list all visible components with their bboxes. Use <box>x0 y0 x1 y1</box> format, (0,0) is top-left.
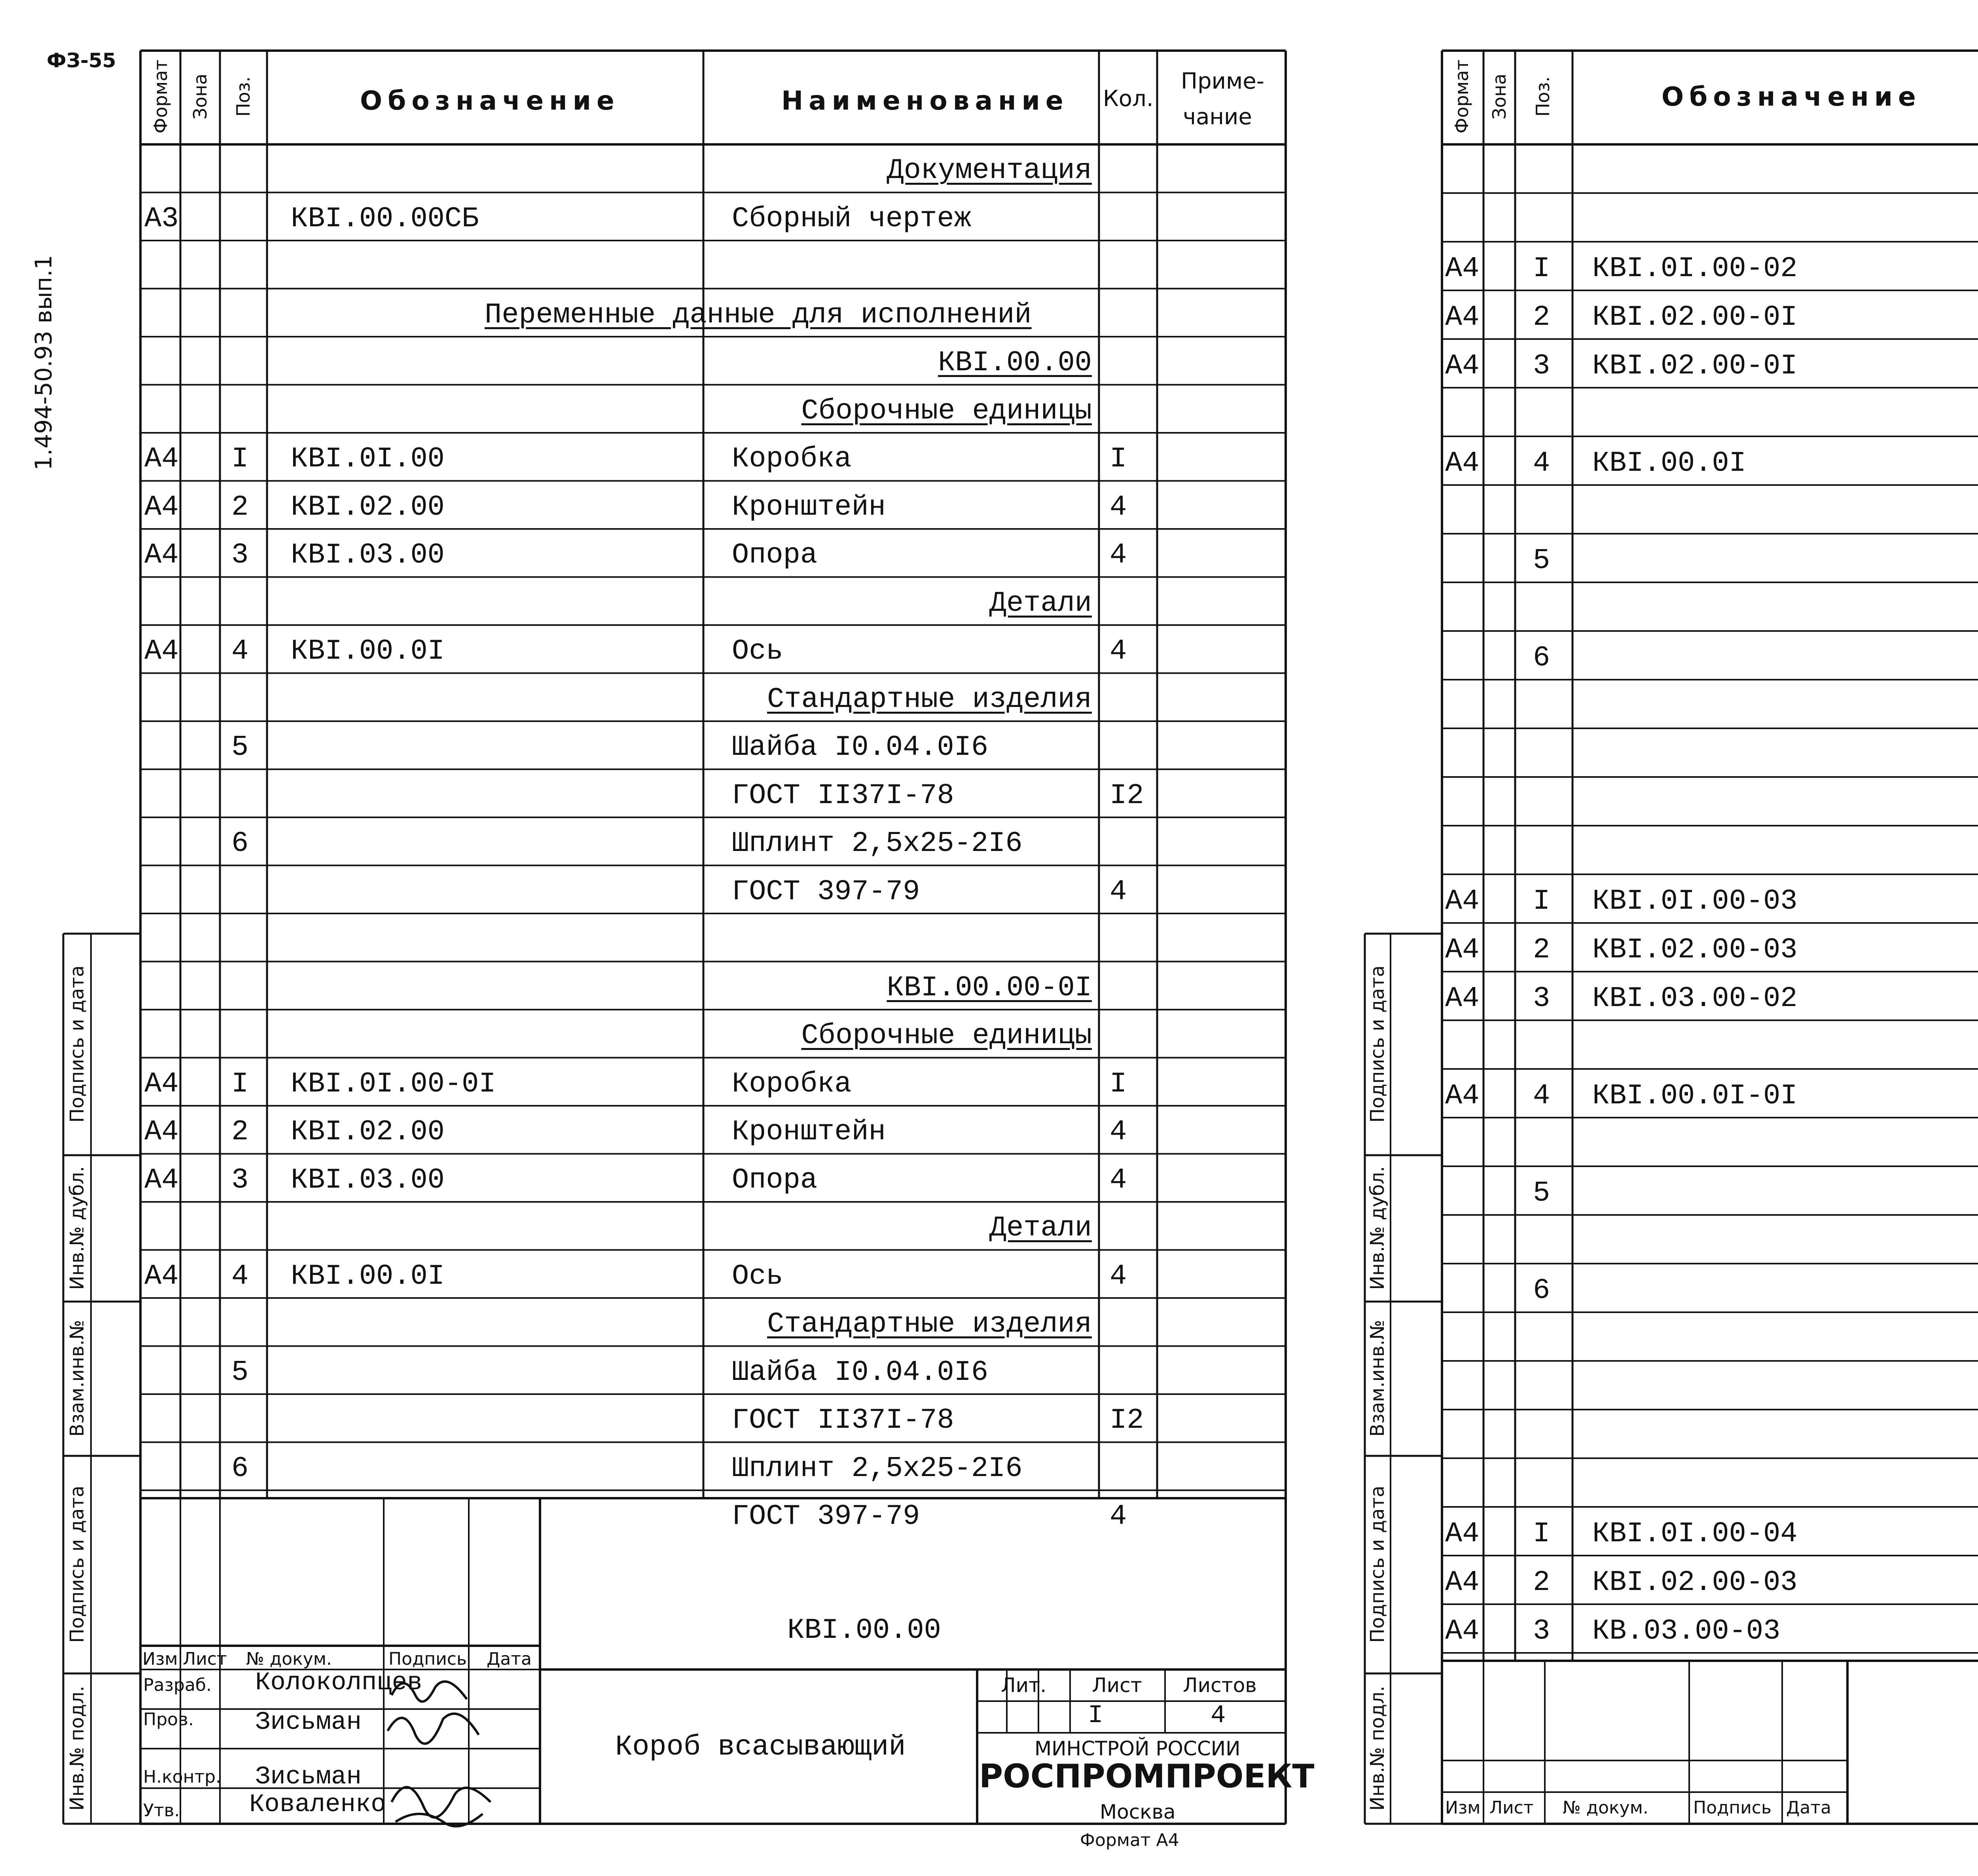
row-name: Коробка <box>732 443 852 475</box>
row-name: Шплинт 2,5х25-2I6 <box>732 827 1023 860</box>
section-heading: Сборочные единицы <box>801 394 1092 427</box>
row-designation: КВI.02.00 <box>291 1116 445 1148</box>
row-name: ГОСТ II37I-78 <box>732 1404 954 1436</box>
row-name: ГОСТ II37I-78 <box>732 779 954 812</box>
row-name: Ось <box>732 635 783 667</box>
sheets-label: Листов <box>1183 1674 1257 1697</box>
row-pos: I <box>1533 1518 1550 1550</box>
tb-col-doc: № докум. <box>246 1649 332 1669</box>
album-number: 1.494-50.93 вып.1 <box>30 255 57 470</box>
section-heading: Стандартные изделия <box>767 1308 1092 1340</box>
format-label: Формат А4 <box>1080 1830 1179 1850</box>
side-label: Взам.инв.№ <box>1366 1320 1389 1437</box>
row-format: А4 <box>144 1116 179 1148</box>
row-pos: 3 <box>1533 1615 1550 1647</box>
city: Москва <box>1100 1800 1176 1823</box>
section-heading: Стандартные изделия <box>767 683 1092 716</box>
row-pos: 6 <box>1533 642 1550 674</box>
row-designation: КВI.02.00-0I <box>1592 350 1798 382</box>
row-designation: КВI.00.0I <box>1592 447 1746 479</box>
ministry: МИНСТРОЙ РОССИИ <box>1034 1737 1241 1760</box>
row-designation: КВI.03.00-02 <box>1592 982 1798 1015</box>
tb-col-date: Дата <box>1786 1798 1831 1818</box>
col-name-header: Наименование <box>781 85 1069 116</box>
row-format: А4 <box>144 1067 179 1100</box>
row-format: А4 <box>144 539 179 571</box>
row-pos: 3 <box>1533 350 1550 382</box>
role-utv: Утв. <box>143 1800 180 1821</box>
row-pos: 3 <box>1533 982 1550 1015</box>
row-pos: I <box>231 443 249 475</box>
doc-code: КВI.00.00 <box>787 1614 941 1647</box>
row-pos: 3 <box>231 1163 249 1196</box>
row-format: А4 <box>1445 1518 1480 1550</box>
tb-col-sign: Подпись <box>388 1649 467 1669</box>
side-label: Подпись и дата <box>66 965 88 1123</box>
row-designation: КВI.02.00 <box>291 491 445 523</box>
row-name: Шайба I0.04.0I6 <box>732 731 989 764</box>
tb-col-izm: Изм <box>142 1649 178 1669</box>
row-designation: КВ.03.00-03 <box>1592 1615 1781 1647</box>
row-format: А4 <box>1445 252 1480 285</box>
row-pos: 5 <box>1533 544 1550 577</box>
row-qty: I <box>1110 443 1127 475</box>
row-pos: 2 <box>1533 934 1550 966</box>
row-format: А4 <box>1445 1615 1480 1647</box>
row-name: Опора <box>732 1163 818 1196</box>
row-name: Кронштейн <box>732 1116 886 1148</box>
row-designation: КВI.00.00СБ <box>291 202 479 235</box>
section-heading: КВI.00.00-0I <box>887 971 1092 1004</box>
row-pos: 4 <box>231 635 249 667</box>
side-label: Инв.№ дубл. <box>1366 1166 1389 1290</box>
row-format: А4 <box>1445 885 1480 917</box>
row-designation: КВI.00.0I <box>291 635 445 667</box>
row-qty: 4 <box>1110 635 1127 667</box>
row-name: Ось <box>732 1260 783 1292</box>
row-pos: I <box>1533 252 1550 285</box>
sheet-value: I <box>1088 1702 1103 1730</box>
row-format: А3 <box>144 202 179 235</box>
row-format: А4 <box>1445 1080 1480 1112</box>
row-name: Сборный чертеж <box>732 202 971 235</box>
tb-col-sign: Подпись <box>1693 1798 1771 1818</box>
col-note-header-2: чание <box>1183 104 1252 130</box>
row-pos: 3 <box>231 539 249 571</box>
row-format: А4 <box>144 491 179 523</box>
row-qty: 4 <box>1110 1500 1127 1533</box>
row-qty: 4 <box>1110 1163 1127 1196</box>
row-designation: КВI.03.00 <box>291 539 445 571</box>
name-razrab: Колоколпцев <box>255 1669 423 1697</box>
row-format: А4 <box>144 1163 179 1196</box>
side-label: Инв.№ дубл. <box>66 1166 88 1290</box>
row-format: А4 <box>1445 447 1480 479</box>
row-format: А4 <box>1445 301 1480 334</box>
row-name: ГОСТ 397-79 <box>732 875 920 908</box>
row-pos: 5 <box>231 1356 249 1389</box>
tb-col-date: Дата <box>487 1649 532 1669</box>
row-qty: I2 <box>1110 779 1144 812</box>
row-pos: 4 <box>231 1260 249 1292</box>
row-designation: КВI.00.0I-0I <box>1592 1080 1798 1112</box>
row-name: Опора <box>732 539 818 571</box>
col-pos-header: Поз. <box>233 76 254 117</box>
signature-scribble <box>384 1671 502 1838</box>
side-label: Подпись и дата <box>1366 965 1389 1123</box>
row-format: А4 <box>144 635 179 667</box>
row-pos: 5 <box>231 731 249 764</box>
row-pos: 4 <box>1533 447 1550 479</box>
row-pos: 5 <box>1533 1177 1550 1209</box>
row-format: А4 <box>144 1260 179 1292</box>
row-pos: 6 <box>231 1452 249 1485</box>
form-code: ФЗ-55 <box>47 49 116 72</box>
sheet-label: Лист <box>1092 1674 1142 1697</box>
side-label: Взам.инв.№ <box>66 1320 88 1437</box>
role-nkontr: Н.контр. <box>143 1767 221 1787</box>
side-label: Инв.№ подл. <box>1366 1686 1389 1811</box>
section-heading: Переменные данные для исполнений <box>485 298 1032 331</box>
side-label: Инв.№ подл. <box>66 1686 88 1811</box>
name-prov: Зисьман <box>255 1708 362 1737</box>
row-designation: КВI.03.00 <box>291 1163 445 1196</box>
row-designation: КВI.02.00-03 <box>1592 934 1798 966</box>
col-zone-header: Зона <box>1489 74 1510 119</box>
col-qty-header: Кол. <box>1103 86 1154 112</box>
row-pos: 2 <box>1533 301 1550 334</box>
section-heading: Детали <box>989 587 1092 620</box>
col-designation-header: Обозначение <box>360 85 620 116</box>
row-designation: КВI.0I.00-02 <box>1592 252 1798 285</box>
col-pos-header: Поз. <box>1532 76 1554 117</box>
sheets-value: 4 <box>1211 1702 1226 1730</box>
col-format-header: Формат <box>1451 59 1472 134</box>
row-format: А4 <box>1445 934 1480 966</box>
row-pos: 2 <box>231 1116 249 1148</box>
row-name: Коробка <box>732 1067 852 1100</box>
section-heading: Сборочные единицы <box>801 1019 1092 1052</box>
spec-sheet-2 <box>1319 0 1978 1876</box>
row-format: А4 <box>1445 982 1480 1015</box>
org-name: РОСПРОМПРОЕКТ <box>979 1758 1315 1795</box>
col-note-header: Приме- <box>1181 68 1264 94</box>
row-qty: I <box>1110 1067 1127 1100</box>
row-name: ГОСТ 397-79 <box>732 1500 920 1533</box>
section-heading: Детали <box>989 1212 1092 1244</box>
tb-col-list: Лист <box>183 1649 227 1669</box>
side-label: Подпись и дата <box>66 1486 88 1643</box>
col-designation-header: Обозначение <box>1662 81 1921 112</box>
row-format: А4 <box>144 443 179 475</box>
name-utv: Коваленко <box>249 1791 386 1819</box>
row-pos: 2 <box>1533 1566 1550 1599</box>
col-format-header: Формат <box>150 59 171 134</box>
name-nkontr: Зисьман <box>255 1763 362 1791</box>
row-designation: КВI.0I.00-0I <box>291 1067 496 1100</box>
row-qty: 4 <box>1110 1260 1127 1292</box>
side-label: Подпись и дата <box>1366 1486 1389 1643</box>
row-pos: 2 <box>231 491 249 523</box>
row-format: А4 <box>1445 350 1480 382</box>
row-designation: КВI.02.00-03 <box>1592 1566 1798 1599</box>
tb-col-izm: Изм <box>1445 1798 1481 1818</box>
tb-col-doc: № докум. <box>1563 1798 1648 1818</box>
row-name: Кронштейн <box>732 491 886 523</box>
row-designation: КВI.0I.00-04 <box>1592 1518 1798 1550</box>
row-format: А4 <box>1445 1566 1480 1599</box>
row-qty: 4 <box>1110 1116 1127 1148</box>
row-qty: 4 <box>1110 491 1127 523</box>
row-qty: 4 <box>1110 875 1127 908</box>
row-designation: КВI.00.0I <box>291 1260 445 1292</box>
section-heading: КВI.00.00 <box>938 347 1092 379</box>
row-name: Шплинт 2,5х25-2I6 <box>732 1452 1023 1485</box>
row-designation: КВI.0I.00 <box>291 443 445 475</box>
row-qty: I2 <box>1110 1404 1144 1436</box>
section-heading: Документация <box>887 154 1092 187</box>
row-designation: КВI.02.00-0I <box>1592 301 1798 334</box>
row-name: Шайба I0.04.0I6 <box>732 1356 989 1389</box>
tb-col-list: Лист <box>1489 1798 1534 1818</box>
role-prov: Пров. <box>143 1709 194 1730</box>
row-qty: 4 <box>1110 539 1127 571</box>
doc-title: Короб всасывающий <box>615 1731 906 1763</box>
row-pos: I <box>231 1067 249 1100</box>
role-razrab: Разраб. <box>143 1675 212 1695</box>
row-pos: I <box>1533 885 1550 917</box>
row-designation: КВI.0I.00-03 <box>1592 885 1798 917</box>
row-pos: 6 <box>1533 1274 1550 1307</box>
col-zone-header: Зона <box>189 74 211 119</box>
row-pos: 4 <box>1533 1080 1550 1112</box>
row-pos: 6 <box>231 827 249 860</box>
lit-label: Лит. <box>1001 1674 1047 1697</box>
